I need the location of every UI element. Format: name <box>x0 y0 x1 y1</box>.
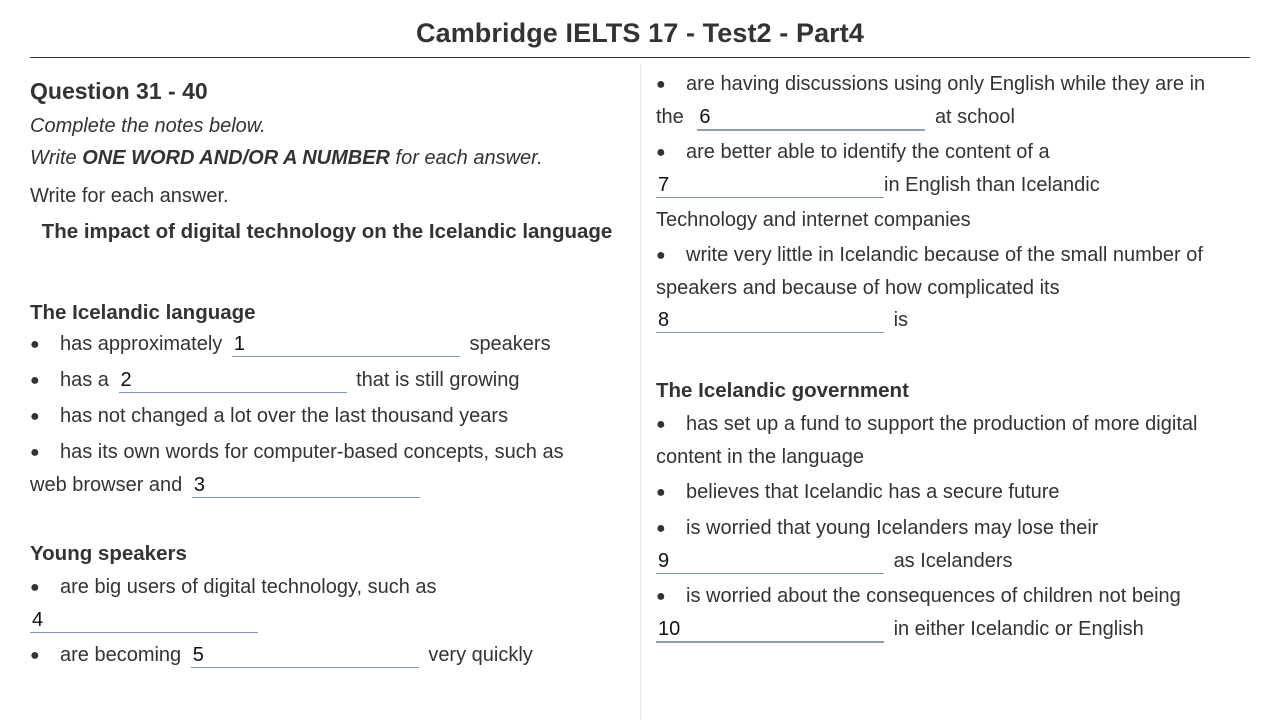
note-text: are having discussions using only English while they are in <box>686 73 1206 95</box>
note-text: at school <box>934 106 1015 128</box>
page-title: Cambridge IELTS 17 - Test2 - Part4 <box>415 18 865 48</box>
note-text: has approximately <box>60 333 223 355</box>
bullet-icon: ● <box>656 416 666 433</box>
note-item-q1 <box>30 328 610 361</box>
note-text: very quickly <box>428 644 533 666</box>
note-text: are becoming <box>60 644 182 666</box>
note-text: has its own words for computer-based concepts, such as <box>60 441 564 463</box>
instruction-word-limit <box>30 142 610 174</box>
note-text: has a <box>60 369 109 391</box>
bullet-icon: ● <box>30 579 40 596</box>
note-text: are big users of digital technology, such as <box>60 576 437 598</box>
bullet-icon: ● <box>656 520 666 537</box>
note-item-q4-line2 <box>30 604 610 636</box>
answer-input-4[interactable] <box>30 609 258 633</box>
note-text: is worried that young Icelanders may lose their <box>686 517 1099 539</box>
section-heading-tech-companies: Technology and internet companies <box>656 209 971 231</box>
bullet-icon: ● <box>30 408 40 425</box>
note-item-q10-line1 <box>656 580 1256 613</box>
note-item-q9-line1 <box>656 512 1256 545</box>
left-column <box>30 62 613 672</box>
section-heading-government: The Icelandic government <box>656 379 909 402</box>
notes-title: The impact of digital technology on the Icelandic language <box>41 220 613 243</box>
instruction-complete-notes: Complete the notes below. <box>30 115 266 137</box>
note-text: believes that Icelandic has a secure future <box>686 481 1060 503</box>
answer-input-9[interactable] <box>656 550 884 574</box>
note-item-q5 <box>30 639 610 672</box>
note-item-q8-line2: speakers and because of how complicated its <box>656 277 1060 299</box>
note-item-q8-line3 <box>656 304 1256 336</box>
note-text: the <box>656 106 684 128</box>
note-item-fund-line2: content in the language <box>656 446 864 468</box>
note-text: web browser and <box>30 474 183 496</box>
note-text: as Icelanders <box>893 550 1013 572</box>
note-text: is worried about the consequences of children not being <box>686 585 1181 607</box>
note-item-no-change <box>30 400 610 433</box>
bullet-icon: ● <box>30 444 40 461</box>
note-item-q2 <box>30 364 610 397</box>
instruction-word-limit-bold: ONE WORD AND/OR A NUMBER <box>82 147 390 169</box>
note-text: are better able to identify the content of a <box>686 141 1050 163</box>
answer-input-6[interactable] <box>697 107 925 131</box>
bullet-icon: ● <box>656 76 666 93</box>
question-range-heading: Question 31 - 40 <box>30 78 208 104</box>
note-item-q4-line1 <box>30 571 610 604</box>
note-text: is <box>893 309 909 331</box>
note-text: write very little in Icelandic because of the small number of <box>686 244 1203 266</box>
bullet-icon: ● <box>656 144 666 161</box>
bullet-icon: ● <box>30 647 40 664</box>
note-item-q7-line1 <box>656 136 1256 169</box>
note-text: in either Icelandic or English <box>893 618 1144 640</box>
note-item-q3-line2 <box>30 469 610 501</box>
instruction-prefix: Write <box>30 147 83 169</box>
answer-input-8[interactable] <box>656 309 884 333</box>
bullet-icon: ● <box>656 484 666 501</box>
title-divider <box>30 57 1250 58</box>
note-item-q6-line1 <box>656 68 1256 101</box>
note-text: has not changed a lot over the last thousand years <box>60 405 509 427</box>
answer-input-5[interactable] <box>191 644 419 668</box>
instruction-suffix: for each answer. <box>389 147 543 169</box>
bullet-icon: ● <box>30 372 40 389</box>
note-item-q3-line1 <box>30 436 610 469</box>
column-divider <box>640 64 641 720</box>
note-item-q8-line1 <box>656 239 1256 272</box>
note-item-secure-future <box>656 476 1256 509</box>
note-item-q10-line2 <box>656 613 1256 645</box>
note-item-q7-line2 <box>656 169 1256 201</box>
answer-input-7[interactable] <box>656 174 884 198</box>
note-item-q9-line2 <box>656 545 1256 577</box>
answer-input-3[interactable] <box>192 474 420 498</box>
instruction-write-each: Write for each answer. <box>30 185 229 207</box>
note-item-fund-line1 <box>656 408 1256 441</box>
bullet-icon: ● <box>656 588 666 605</box>
answer-input-2[interactable] <box>119 369 347 393</box>
bullet-icon: ● <box>30 336 40 353</box>
bullet-icon: ● <box>656 247 666 264</box>
note-text: that is still growing <box>356 369 520 391</box>
answer-input-10[interactable] <box>656 619 884 643</box>
note-text: speakers <box>469 333 551 355</box>
section-heading-icelandic-language: The Icelandic language <box>30 301 256 324</box>
note-text: in English than Icelandic <box>884 174 1100 196</box>
answer-input-1[interactable] <box>232 333 460 357</box>
note-text: has set up a fund to support the production of more digital <box>686 413 1198 435</box>
section-heading-young-speakers: Young speakers <box>30 542 187 565</box>
note-item-q6-line2 <box>656 101 1256 133</box>
right-column <box>656 68 1256 645</box>
